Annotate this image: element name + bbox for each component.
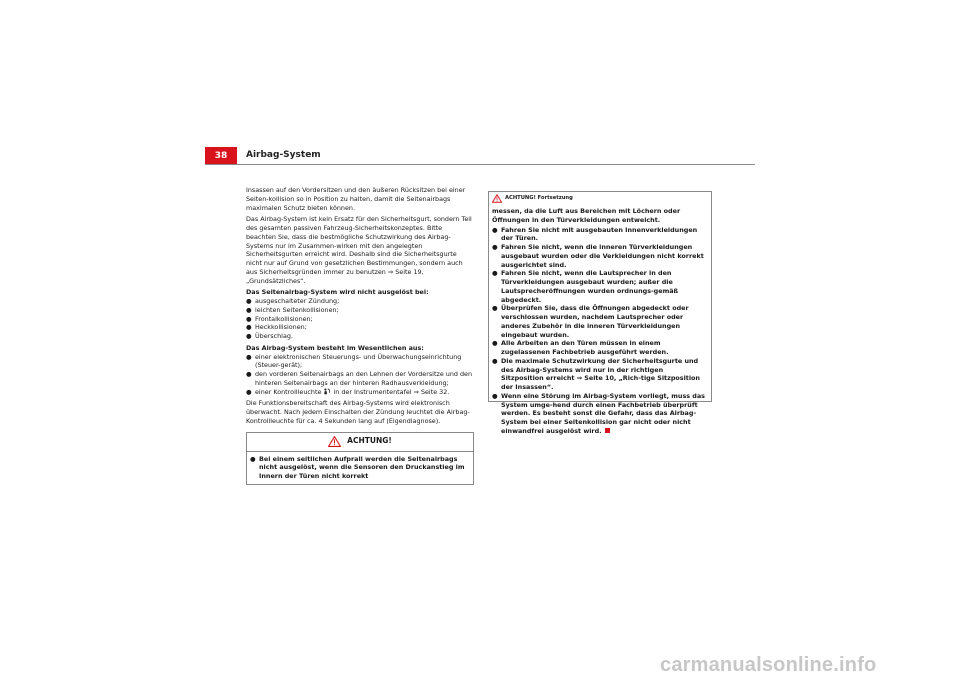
warning-body [247, 452, 473, 484]
bullet-icon: ● [492, 243, 498, 251]
warning-box [246, 432, 474, 485]
list-item: ● einer Kontrollleuchte in der Instrumententafel ⇒ Seite 32. [246, 387, 450, 396]
list-item: ● einer elektronischen Steuerungs- und Überwachungseinrichtung (Steuer-gerät); [246, 352, 462, 370]
warning-continued-header [489, 192, 711, 205]
bullet-icon: ● [492, 356, 498, 365]
airbag-warning-lamp-icon [323, 388, 331, 395]
warning-triangle-icon [492, 194, 502, 203]
section-end-icon [605, 428, 610, 433]
paragraph: Insassen auf den Vordersitzen und den äußeren Rücksitzen bei einer Seiten-kollision so in Position zu halten, damit die Seitenairbags maximalen Schutz bieten können. [246, 186, 466, 212]
paragraph: Die Funktionsbereitschaft des Airbag-Systems wird elektronisch überwacht. Nach jedem Einschalten der Zündung leuchtet die Airbag-Kontrollleuchte für ca. 4 Sekunden lang auf (Eigendiagnose). [246, 399, 470, 425]
list-item: ● Wenn eine Störung im Airbag-System vorliegt, muss das System umge-hend durch einen Fachbetrieb überprüft werden. Es besteht sonst die Gefahr, dass das Airbag-System bei einer Seitenkollision gar nicht oder nicht einwandfrei ausgelöst wird. [492, 391, 705, 435]
page-number: 38 [205, 147, 237, 165]
bullet-icon: ● [246, 297, 252, 305]
warning-continued-label: ACHTUNG! Fortsetzung [505, 195, 573, 202]
list-item: ● Die maximale Schutzwirkung der Sicherheitsgurte und des Airbag-Systems wird nur in der richtigen Sitzposition erreicht ⇒ Seite 10, „Rich-tige Sitzposition der Insassen“. [492, 356, 700, 391]
bullet-icon: ● [246, 314, 252, 323]
bullet-icon: ● [246, 332, 252, 340]
list-item: ● Fahren Sie nicht mit ausgebauten Innenverkleidungen der Türen. [492, 225, 698, 243]
watermark: carmanualsonline.info [660, 654, 877, 676]
warning-triangle-icon [328, 436, 341, 447]
bullet-icon: ● [492, 269, 498, 278]
list-item: ● Überschlag. [246, 332, 293, 340]
list-item: ● Bei einem seitlichen Aufprall werden die Seitenairbags nicht ausgelöst, wenn die Sensoren den Druckanstieg im Innern der Türen nicht korrekt [250, 454, 465, 480]
bullet-icon: ● [246, 370, 252, 378]
list-item: ● Heckkollisionen; [246, 323, 307, 332]
bullet-icon: ● [250, 454, 256, 463]
bullet-icon: ● [492, 339, 498, 348]
list-item: ● den vorderen Seitenairbags an den Lehnen der Vordersitze und den hinteren Seitenairbags an der hinteren Radhausverkleidung; [246, 370, 473, 387]
running-title: Airbag-System [246, 150, 321, 160]
bullet-icon: ● [246, 323, 252, 332]
warning-continued-body [489, 205, 711, 436]
bullet-icon: ● [246, 352, 252, 361]
bullet-icon: ● [492, 225, 498, 234]
header-rule [205, 164, 755, 165]
paragraph: messen, da die Luft aus Bereichen mit Löchern oder Öffnungen in den Türverkleidungen entweicht. [492, 207, 681, 224]
list-item: ● Frontalkollisionen; [246, 314, 313, 323]
section-heading: Das Seitenairbag-System wird nicht ausgelöst bei: [246, 288, 429, 297]
bullet-icon: ● [492, 304, 498, 313]
list-item: ● Überprüfen Sie, dass die Öffnungen abgedeckt oder verschlossen wurden, nachdem Lautsprecher oder anderes Zubehör in die inneren Türverkleidungen eingebaut wurden. [492, 304, 689, 339]
list-item: ● Fahren Sie nicht, wenn die Lautsprecher in den Türverkleidungen ausgebaut wurden; außer die Lautsprecheröffnungen wurden ordnungs-gemäß abgedeckt. [492, 269, 679, 304]
right-column [488, 191, 712, 435]
paragraph: Das Airbag-System ist kein Ersatz für den Sicherheitsgurt, sondern Teil des gesamten passiven Fahrzeug-Sicherheitskonzeptes. Bitte beachten Sie, dass die bestmögliche Schutzwirkung des Airbag-Systems nur im Zusammen-wirken mit den angelegten Sicherheitsgurten erreicht wird. Deshalb sind die Sicherheitsgurte nicht nur auf Grund von gesetzlichen Bestimmungen, sondern auch aus Sicherheitsgründen immer zu benutzen ⇒ Seite 19, „Grundsätzliches“. [246, 215, 472, 285]
list-item: ● Alle Arbeiten an den Türen müssen in einem zugelassenen Fachbetrieb ausgeführt werden. [492, 339, 669, 356]
warning-label: ACHTUNG! [347, 436, 392, 446]
list-item: ● leichten Seitenkollisionen; [246, 305, 339, 314]
left-column [246, 186, 474, 485]
bullet-icon: ● [246, 305, 252, 314]
bullet-icon: ● [246, 387, 252, 396]
section-heading: Das Airbag-System besteht im Wesentlichen aus: [246, 343, 424, 352]
bullet-icon: ● [492, 391, 498, 400]
list-item: ● Fahren Sie nicht, wenn die inneren Türverkleidungen ausgebaut wurden oder die Verkleidungen nicht korrekt ausgerichtet sind. [492, 243, 704, 269]
warning-continued-box [488, 191, 712, 435]
list-item: ● ausgeschalteter Zündung; [246, 297, 340, 305]
warning-header [247, 433, 473, 452]
